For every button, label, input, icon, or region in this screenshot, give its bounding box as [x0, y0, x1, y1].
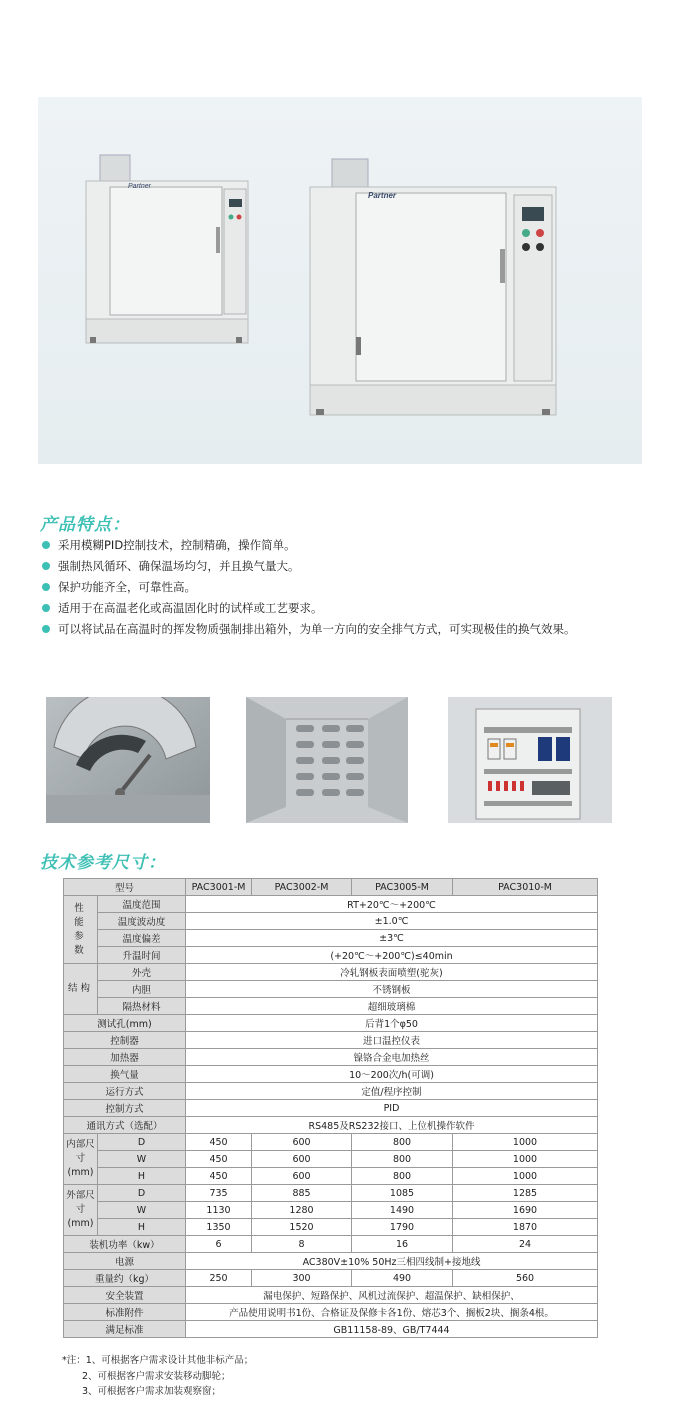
feature-item: 适用于在高温老化或高温固化时的试样或工艺要求。	[40, 598, 660, 619]
large-oven	[310, 159, 556, 415]
table-row: 换气量 10～200次/h(可调)	[64, 1066, 598, 1083]
table-row: 内部尺寸(mm) D 450 600 800 1000	[64, 1134, 598, 1151]
spec-table	[63, 878, 598, 1338]
table-row: W 1130 1280 1490 1690	[64, 1202, 598, 1219]
table-row: 控制器 进口温控仪表	[64, 1032, 598, 1049]
table-row: 升温时间 (+20℃～+200℃)≤40min	[64, 947, 598, 964]
features-list	[40, 535, 660, 640]
table-header-row	[64, 879, 598, 896]
table-row: H 1350 1520 1790 1870	[64, 1219, 598, 1236]
note-line: *注：1、可根据客户需求设计其他非标产品；	[62, 1355, 254, 1366]
group-performance: 性能参数	[64, 896, 98, 964]
table-row: 结构 外壳 冷轧钢板表面喷塑(驼灰)	[64, 964, 598, 981]
detail-photo-damper	[46, 697, 210, 823]
header-label: 型号	[64, 879, 186, 896]
table-row: 加热器 镍铬合金电加热丝	[64, 1049, 598, 1066]
model-header: PAC3010-M	[453, 879, 598, 896]
product-photo	[38, 97, 642, 464]
features-title: 产品特点：	[40, 515, 130, 535]
bullet-icon	[42, 583, 50, 591]
note-line: 3、可根据客户需求加装观察窗；	[82, 1386, 222, 1397]
model-header: PAC3005-M	[352, 879, 453, 896]
feature-item: 强制热风循环、确保温场均匀，并且换气量大。	[40, 556, 660, 577]
table-row: 装机功率（kw） 6 8 16 24	[64, 1236, 598, 1253]
spec-title: 技术参考尺寸：	[40, 853, 166, 873]
table-row: 重量约（kg） 250 300 490 560	[64, 1270, 598, 1287]
table-row: 外部尺寸(mm) D 735 885 1085 1285	[64, 1185, 598, 1202]
detail-photo-control-panel	[448, 697, 612, 823]
model-header: PAC3001-M	[186, 879, 252, 896]
group-inner-size: 内部尺寸(mm)	[64, 1134, 98, 1185]
table-row: 性能参数 温度范围 RT+20℃～+200℃	[64, 896, 598, 913]
bullet-icon	[42, 625, 50, 633]
feature-item: 采用模糊PID控制技术，控制精确，操作简单。	[40, 535, 660, 556]
bullet-icon	[42, 562, 50, 570]
small-oven	[86, 155, 248, 343]
detail-photo-chamber	[246, 697, 408, 823]
feature-item: 可以将试品在高温时的挥发物质强制排出箱外，为单一方向的安全排气方式，可实现极佳的换气效果。	[40, 619, 660, 640]
table-row: 隔热材料 超细玻璃棉	[64, 998, 598, 1015]
table-row: 内胆 不锈钢板	[64, 981, 598, 998]
table-row: W 450 600 800 1000	[64, 1151, 598, 1168]
table-row: H 450 600 800 1000	[64, 1168, 598, 1185]
oven-illustration	[38, 97, 642, 464]
group-outer-size: 外部尺寸(mm)	[64, 1185, 98, 1236]
table-row: 安全装置 漏电保护、短路保护、风机过流保护、超温保护、缺相保护、	[64, 1287, 598, 1304]
table-row: 电源 AC380V±10% 50Hz三相四线制+接地线	[64, 1253, 598, 1270]
brand-label-large: Partner	[368, 191, 397, 200]
model-header: PAC3002-M	[252, 879, 352, 896]
group-structure: 结构	[64, 964, 98, 1015]
feature-item: 保护功能齐全，可靠性高。	[40, 577, 660, 598]
note-line: 2、可根据客户需求安装移动脚轮；	[82, 1370, 231, 1382]
table-row: 温度偏差 ±3℃	[64, 930, 598, 947]
bullet-icon	[42, 541, 50, 549]
brand-label-small: Partner	[128, 183, 151, 190]
table-row: 温度波动度 ±1.0℃	[64, 913, 598, 930]
table-row: 运行方式 定值/程序控制	[64, 1083, 598, 1100]
notes	[62, 1353, 253, 1400]
table-row: 通讯方式（选配） RS485及RS232接口、上位机操作软件	[64, 1117, 598, 1134]
table-row: 控制方式 PID	[64, 1100, 598, 1117]
table-row: 满足标准 GB11158-89、GB/T7444	[64, 1321, 598, 1338]
bullet-icon	[42, 604, 50, 612]
table-row: 标准附件 产品使用说明书1份、合格证及保修卡各1份、熔芯3个、搁板2块、搁条4根。	[64, 1304, 598, 1321]
table-row: 测试孔(mm) 后背1个φ50	[64, 1015, 598, 1032]
